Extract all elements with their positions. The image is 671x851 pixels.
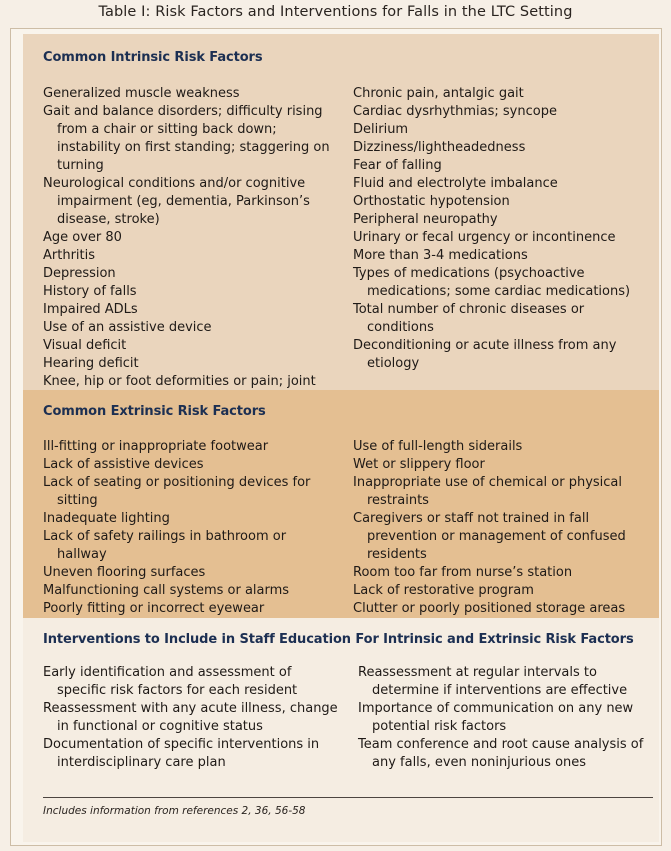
list-item: Documentation of specific interventions in interdisciplinary care plan <box>43 737 320 770</box>
list-item: Inappropriate use of chemical or physical restraints <box>353 475 623 508</box>
list-item: Gait and balance disorders; difficulty rising from a chair or sitting back down; instability on first standing; staggering on turning <box>43 104 330 173</box>
list-item: Orthostatic hypotension <box>353 194 510 209</box>
list-item: Arthritis <box>43 248 96 263</box>
list-item: Lack of safety railings in bathroom or hallway <box>43 529 287 562</box>
list-item: Early identification and assessment of specific risk factors for each resident <box>43 665 298 698</box>
list-item: Wet or slippery floor <box>353 457 485 472</box>
list-item: Use of full-length siderails <box>353 439 523 454</box>
list-item: Poorly fitting or incorrect eyewear <box>43 601 265 616</box>
intrinsic-left-list <box>43 85 335 409</box>
list-item: Lack of assistive devices <box>43 457 204 472</box>
interventions-left-list <box>43 664 341 772</box>
list-item: Chronic pain, antalgic gait <box>353 86 524 101</box>
list-item: Team conference and root cause analysis of any falls, even noninjurious ones <box>358 737 644 770</box>
list-item: Fear of falling <box>353 158 442 173</box>
list-item: Knee, hip or foot deformities or pain; joint <box>43 374 316 389</box>
list-item: More than 3-4 medications <box>353 248 528 263</box>
extrinsic-title: Common Extrinsic Risk Factors <box>43 404 266 419</box>
list-item: Fluid and electrolyte imbalance <box>353 176 558 191</box>
intrinsic-right-list <box>353 85 645 373</box>
list-item: Clutter or poorly positioned storage areas <box>353 601 626 616</box>
list-item: Reassessment at regular intervals to determine if interventions are effective <box>358 665 628 698</box>
list-item: Visual deficit <box>43 338 127 353</box>
list-item: Generalized muscle weakness <box>43 86 240 101</box>
extrinsic-section <box>23 390 659 618</box>
table-caption: Table I: Risk Factors and Interventions for Falls in the LTC Setting <box>98 4 573 20</box>
list-item: Depression <box>43 266 116 281</box>
list-item: Inadequate lighting <box>43 511 170 526</box>
list-item: Deconditioning or acute illness from any etiology <box>353 338 617 371</box>
interventions-title: Interventions to Include in Staff Education For Intrinsic and Extrinsic Risk Factors <box>43 632 634 647</box>
list-item: Urinary or fecal urgency or incontinence <box>353 230 616 245</box>
footnote-divider <box>43 797 653 798</box>
intrinsic-section <box>23 34 659 390</box>
list-item: Age over 80 <box>43 230 122 245</box>
extrinsic-left-list <box>43 438 335 636</box>
list-item: Uneven flooring surfaces <box>43 565 206 580</box>
list-item: Total number of chronic diseases or conditions <box>353 302 585 335</box>
list-item: Reassessment with any acute illness, change in functional or cognitive status <box>43 701 338 734</box>
list-item: Cardiac dysrhythmias; syncope <box>353 104 557 119</box>
interventions-right-list <box>358 664 654 772</box>
list-item: Dizziness/lightheadedness <box>353 140 526 155</box>
list-item: Peripheral neuropathy <box>353 212 498 227</box>
list-item: Neurological conditions and/or cognitive impairment (eg, dementia, Parkinson’s disease, stroke) <box>43 176 310 227</box>
table-frame <box>10 28 662 846</box>
list-item: Use of an assistive device <box>43 320 212 335</box>
list-item: Impaired ADLs <box>43 302 138 317</box>
footnote: Includes information from references 2, 36, 56-58 <box>43 805 306 817</box>
list-item: Types of medications (psychoactive medications; some cardiac medications) <box>353 266 631 299</box>
list-item: Lack of seating or positioning devices for sitting <box>43 475 311 508</box>
intrinsic-title: Common Intrinsic Risk Factors <box>43 50 263 65</box>
extrinsic-right-list <box>353 438 645 636</box>
list-item: Caregivers or staff not trained in fall prevention or management of confused residents <box>353 511 626 562</box>
list-item: Ill-fitting or inappropriate footwear <box>43 439 269 454</box>
list-item: Malfunctioning call systems or alarms <box>43 583 290 598</box>
list-item: Delirium <box>353 122 409 137</box>
interventions-section <box>23 618 659 842</box>
list-item: Hearing deficit <box>43 356 139 371</box>
list-item: Importance of communication on any new potential risk factors <box>358 701 634 734</box>
list-item: Lack of restorative program <box>353 583 534 598</box>
list-item: History of falls <box>43 284 137 299</box>
list-item: Room too far from nurse’s station <box>353 565 573 580</box>
